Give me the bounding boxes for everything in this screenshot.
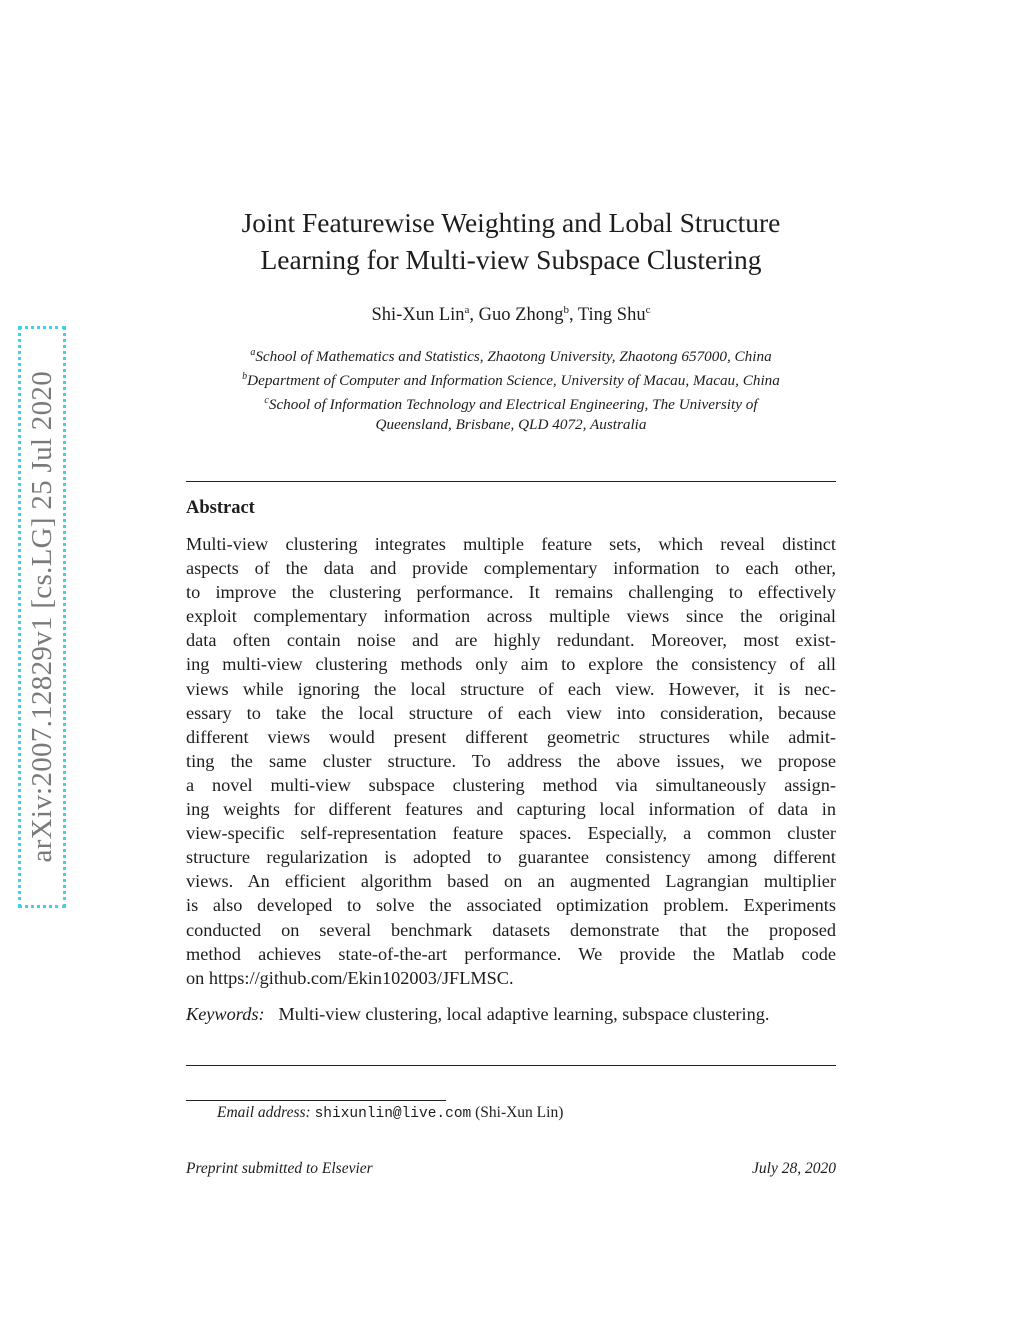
- author-affil-mark: c: [645, 304, 651, 316]
- affiliation-text: School of Information Technology and Electrical Engineering, The University of: [268, 396, 758, 414]
- affiliation-text: Queensland, Brisbane, QLD 4072, Australia: [375, 416, 647, 434]
- affiliation: [186, 391, 836, 415]
- author-separator: ,: [469, 305, 479, 326]
- affiliation-mark: a: [250, 347, 256, 358]
- abstract-line: different views would present different geometric structures while admit-: [186, 726, 836, 747]
- abstract-line: conducted on several benchmark datasets demonstrate that the proposed: [186, 919, 836, 940]
- abstract-line: ing weights for different features and capturing local information of data in: [186, 799, 836, 820]
- title-line-2: Learning for Multi-view Subspace Clustering: [260, 244, 762, 275]
- preprint-notice: Preprint submitted to Elsevier: [186, 1160, 373, 1177]
- affiliation: [186, 415, 836, 435]
- keywords: [186, 1002, 836, 1027]
- affiliation-text: School of Mathematics and Statistics, Zhaotong University, Zhaotong 657000, China: [255, 348, 772, 366]
- author-separator: ,: [568, 305, 578, 326]
- abstract-line-with-code-link[interactable]: on https://github.com/Ekin102003/JFLMSC.: [186, 967, 514, 988]
- affiliation-text: Department of Computer and Information Science, University of Macau, Macau, China: [247, 372, 780, 390]
- paper-title: [186, 204, 836, 278]
- abstract-line: structure regularization is adopted to guarantee consistency among different: [186, 847, 836, 868]
- title-line-1: Joint Featurewise Weighting and Lobal Structure: [241, 207, 781, 238]
- author-name: Guo Zhong: [478, 305, 564, 326]
- preprint-date: July 28, 2020: [752, 1160, 836, 1177]
- abstract-line: aspects of the data and provide complementary information to each other,: [186, 558, 836, 579]
- affiliation: [186, 343, 836, 367]
- abstract-line: views while ignoring the local structure of each view. However, it is nec-: [186, 678, 836, 699]
- abstract-bottom-rule: [186, 1065, 836, 1066]
- abstract-body: [186, 532, 836, 990]
- keywords-label: Keywords:: [186, 1004, 265, 1024]
- abstract-line: data often contain noise and are highly redundant. Moreover, most exist-: [186, 630, 836, 651]
- author-name: Shi-Xun Lin: [371, 305, 465, 326]
- abstract-line: ing multi-view clustering methods only aim to explore the consistency of all: [186, 654, 836, 675]
- affiliations: [186, 343, 836, 435]
- affiliation-mark: c: [264, 395, 269, 407]
- abstract-top-rule: [186, 481, 836, 482]
- author-name: Ting Shu: [577, 305, 646, 326]
- arxiv-identifier: arXiv:2007.12829v1 [cs.LG] 25 Jul 2020: [25, 371, 58, 863]
- email-label: Email address:: [217, 1104, 311, 1121]
- abstract-line: is also developed to solve the associated optimization problem. Experiments: [186, 895, 836, 916]
- email-owner: (Shi-Xun Lin): [475, 1104, 564, 1121]
- abstract-line: exploit complementary information across multiple views since the original: [186, 606, 836, 627]
- abstract-line: views. An efficient algorithm based on an augmented Lagrangian multiplier: [186, 871, 836, 892]
- affiliation: [186, 367, 836, 391]
- email-footnote: [217, 1104, 563, 1122]
- abstract-line: to improve the clustering performance. It remains challenging to effectively: [186, 582, 836, 603]
- arxiv-stamp[interactable]: [18, 326, 66, 908]
- abstract-line: Multi-view clustering integrates multiple feature sets, which reveal distinct: [186, 534, 836, 554]
- author-affil-mark: b: [563, 304, 569, 316]
- abstract-heading: Abstract: [186, 498, 255, 518]
- author-affil-mark: a: [464, 304, 470, 316]
- abstract-line: method achieves state-of-the-art performance. We provide the Matlab code: [186, 943, 836, 964]
- abstract-line: view-specific self-representation feature spaces. Especially, a common cluster: [186, 823, 836, 844]
- keywords-text: Multi-view clustering, local adaptive learning, subspace clustering.: [278, 1004, 770, 1024]
- abstract-line: a novel multi-view subspace clustering method via simultaneously assign-: [186, 774, 836, 795]
- footnote-rule: [186, 1100, 446, 1101]
- email-address-link[interactable]: shixunlin@live.com: [314, 1106, 472, 1122]
- author-list: [186, 304, 836, 326]
- abstract-line: ting the same cluster structure. To address the above issues, we propose: [186, 750, 836, 771]
- abstract-line: essary to take the local structure of each view into consideration, because: [186, 702, 836, 723]
- affiliation-mark: b: [242, 371, 248, 383]
